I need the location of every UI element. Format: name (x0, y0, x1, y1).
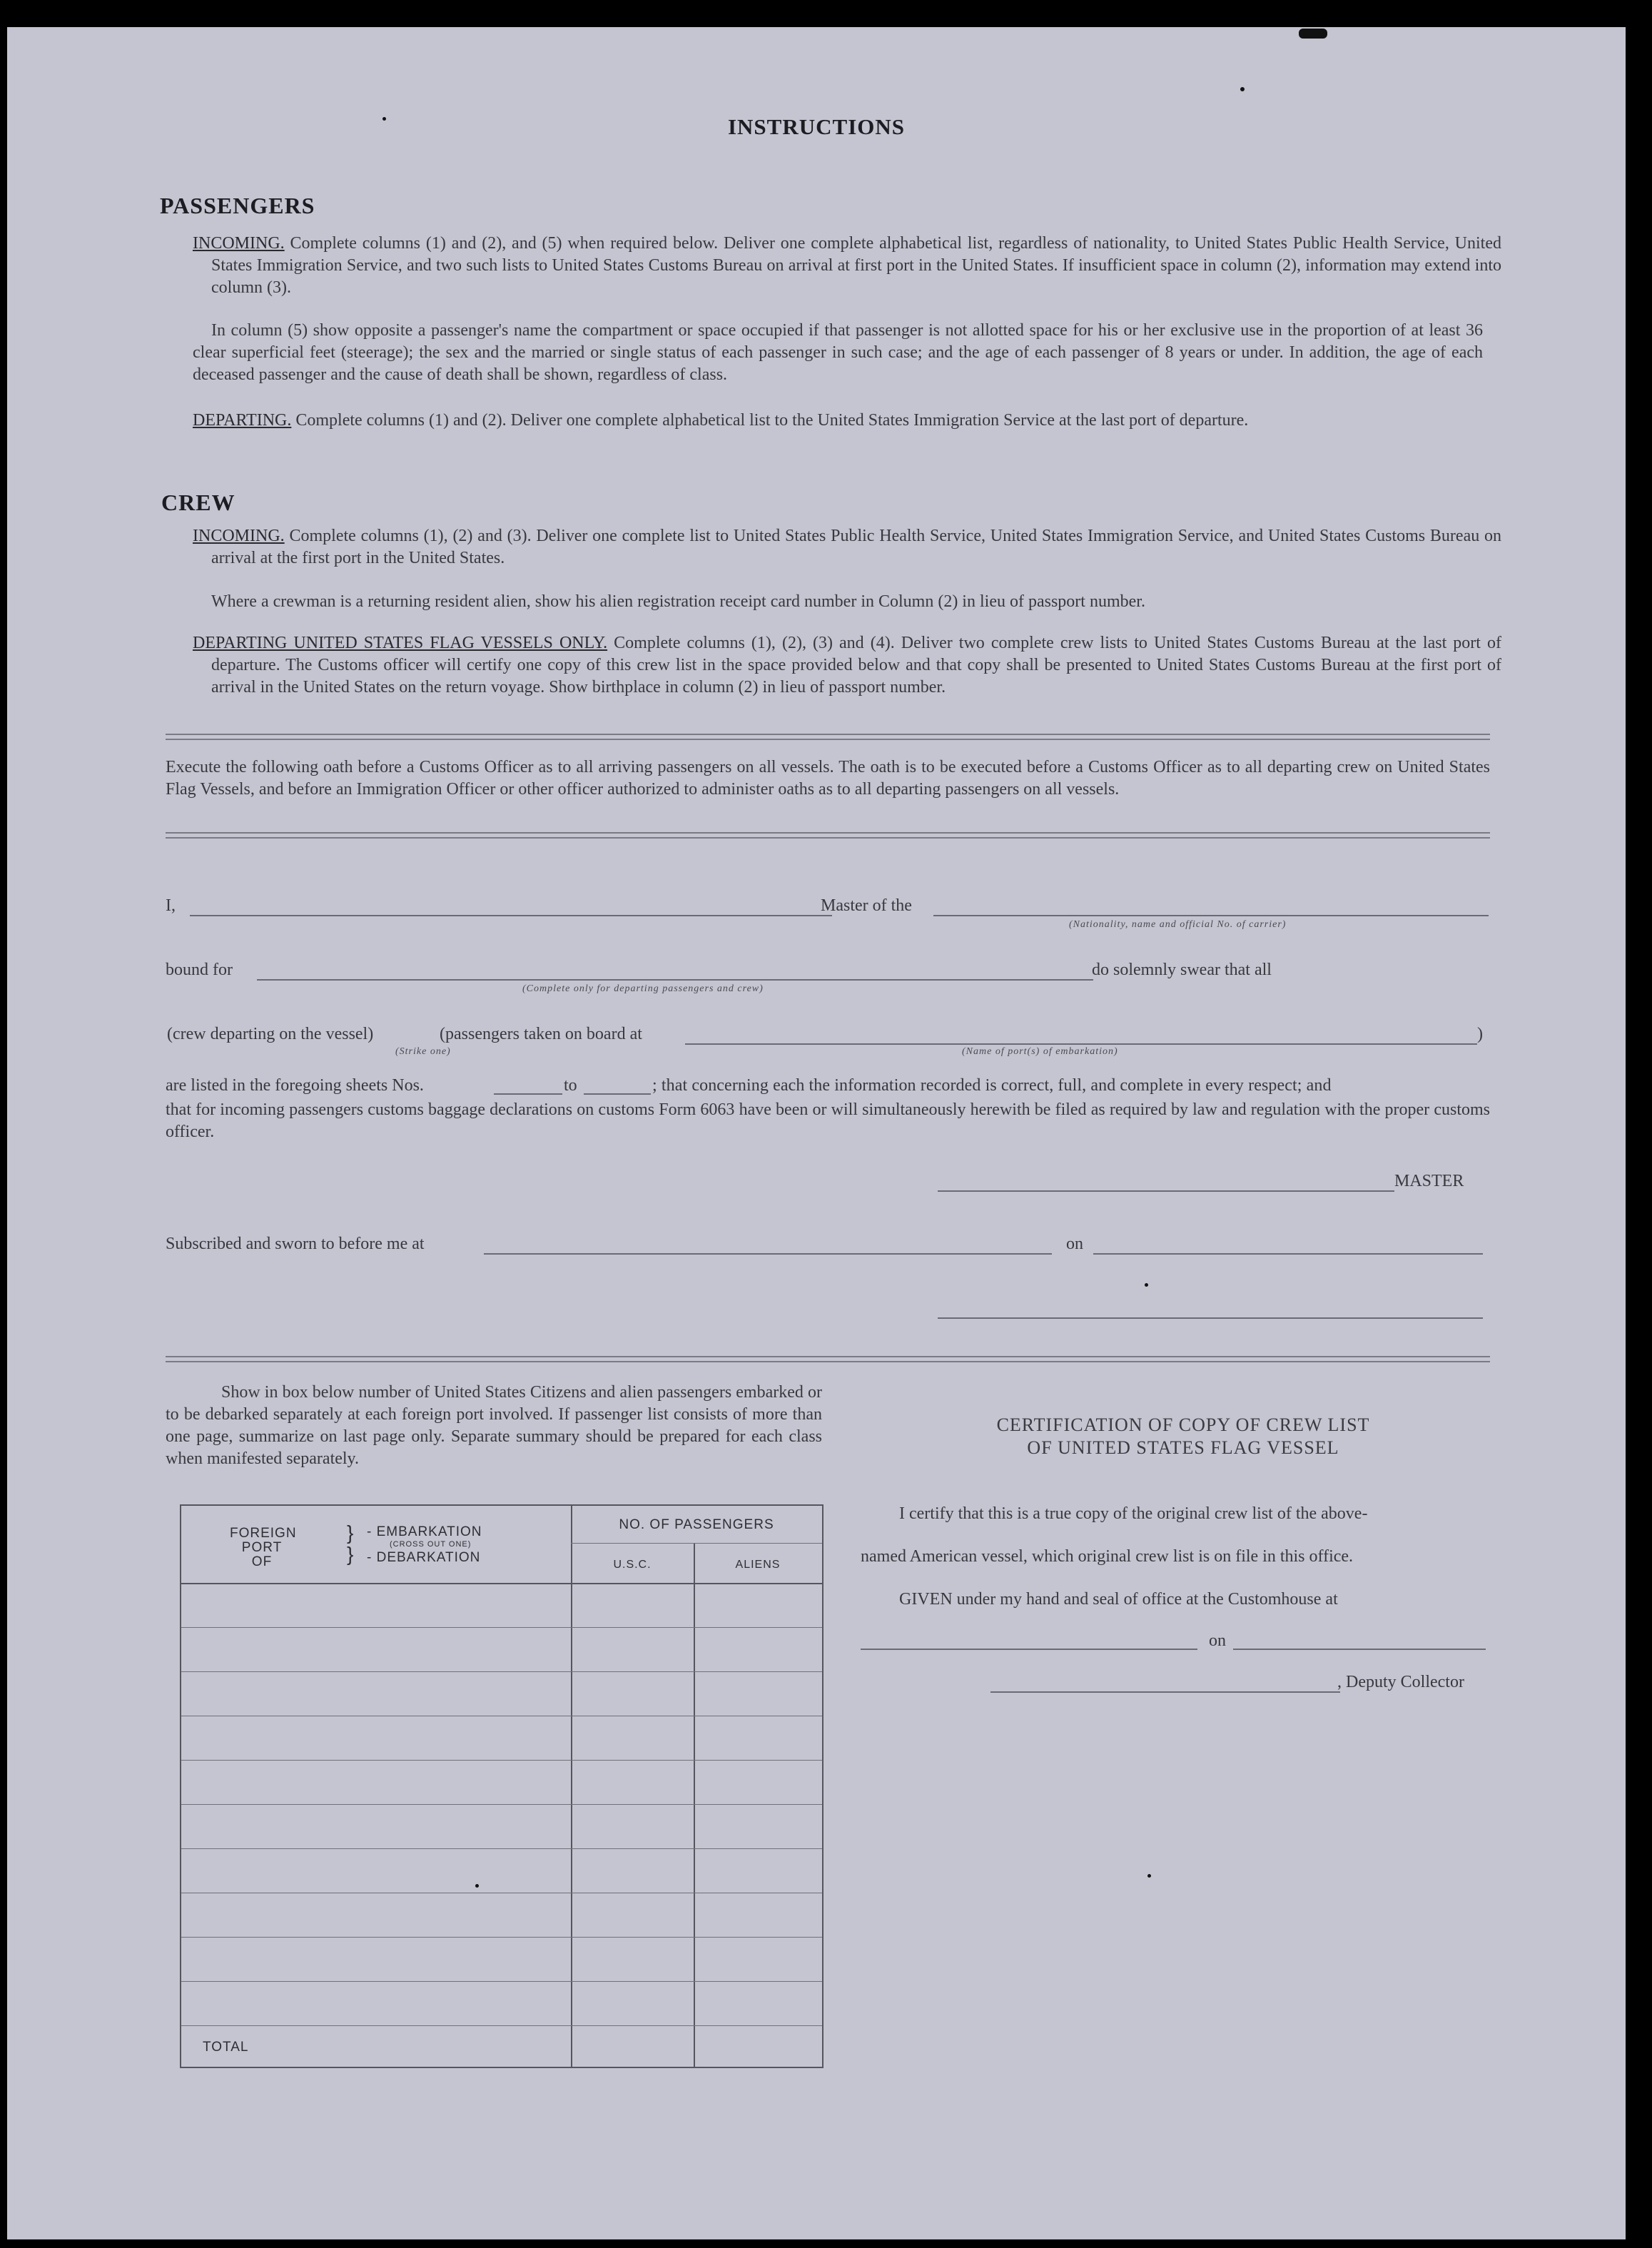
embarkation-option[interactable]: - EMBARKATION (367, 1524, 482, 1539)
brace-glyph: } (347, 1522, 355, 1544)
ports-hint: (Name of port(s) of embarkation) (962, 1046, 1118, 1057)
cross-out-hint: (CROSS OUT ONE) (390, 1540, 472, 1549)
oath-bound-for: bound for (166, 961, 233, 979)
oath-swear: do solemnly swear that all (1092, 961, 1272, 979)
table-row-line (181, 1804, 822, 1805)
total-label: TOTAL (203, 2040, 249, 2055)
oath-intro: Execute the following oath before a Customs Officer as to all arriving passengers on all vessels. The oath is to be executed before a Customs Officer as to all departing crew on United States Flag Vessels, and before an Immigration Officer or other officer authorized to administer oaths as to all departing passengers on all vessels. (166, 758, 1490, 799)
crew-incoming-lead: INCOMING. (193, 527, 285, 545)
aliens-header: ALIENS (735, 1559, 781, 1571)
sworn-place-field[interactable] (484, 1253, 1052, 1255)
passengers-column5-paragraph: In column (5) show opposite a passenger's name the compartment or space occupied if that passenger is not allotted space for his or her exclusive use in the proportion of at least 36 clear superficial feet (steerage); the sex and the married or single status of each passenger in such case; and the age of each passenger of 8 years or under. In addition, the age of each deceased passenger and the cause of death shall be shown, regardless of class. (193, 321, 1483, 384)
passengers-departing-text: Complete columns (1) and (2). Deliver one complete alphabetical list to the United States Immigration Service at the last port of departure. (295, 411, 1249, 430)
passengers-taken-option[interactable]: (passengers taken on board at (440, 1025, 642, 1043)
oath-i-label: I, (166, 896, 176, 915)
usc-header: U.S.C. (613, 1559, 652, 1571)
crew-incoming-text: Complete columns (1), (2) and (3). Deliver one complete list to United States Public Health Service, United States Immigration Service, and United States Customs Bureau on arrival at the first port in the United States. (211, 527, 1502, 567)
sheet-from-field[interactable] (494, 1093, 562, 1095)
table-row-line (181, 1937, 822, 1938)
divider-rule (166, 1356, 1490, 1362)
given-line: GIVEN under my hand and seal of office at the Customhouse at (899, 1590, 1338, 1609)
crew-departing-option[interactable]: (crew departing on the vessel) (167, 1025, 374, 1043)
table-row-line (181, 1627, 822, 1628)
cert-date-field[interactable] (1233, 1649, 1486, 1650)
oath-listed-a: are listed in the foregoing sheets Nos. (166, 1076, 424, 1095)
crew-departing-paragraph (193, 632, 1501, 699)
table-row-line (181, 1981, 822, 1982)
divider-rule (166, 832, 1490, 839)
speck-mark (382, 117, 386, 121)
subscribed-label: Subscribed and sworn to before me at (166, 1235, 425, 1253)
master-name-field[interactable] (190, 915, 832, 916)
foreign-label: FOREIGN (230, 1526, 297, 1541)
oath-listed-b: ; that concerning each the information recorded is correct, full, and complete in every respect; and (652, 1076, 1332, 1095)
deputy-collector-label: , Deputy Collector (1337, 1673, 1464, 1691)
strike-one-hint: (Strike one) (395, 1046, 451, 1057)
speck-mark (1145, 1283, 1148, 1287)
passengers-departing-lead: DEPARTING. (193, 411, 292, 430)
form-page (7, 27, 1626, 2239)
sworn-date-field[interactable] (1093, 1253, 1483, 1255)
customhouse-field[interactable] (861, 1649, 1197, 1650)
crew-incoming-paragraph (193, 525, 1501, 569)
crew-resident-paragraph: Where a crewman is a returning resident alien, show his alien registration receipt card number in Column (2) in lieu of passport number. (211, 592, 1145, 611)
debarkation-option[interactable]: - DEBARKATION (367, 1550, 481, 1565)
passengers-incoming-text: Complete columns (1) and (2), and (5) when required below. Deliver one complete alphabetical list, regardless of nationality, to United States Public Health Service, United States Immigration Service, and two such lists to United States Customs Bureau on arrival at first port in the United States. If insufficient space in column (2), information may extend into column (3). (211, 234, 1502, 297)
table-row-line (181, 2025, 822, 2026)
crew-heading: CREW (161, 490, 235, 515)
divider-rule (166, 734, 1490, 740)
column-divider (694, 1543, 695, 2067)
master-label: MASTER (1394, 1172, 1464, 1190)
passengers-heading: PASSENGERS (160, 193, 315, 218)
certify-line2: named American vessel, which original crew list is on file in this office. (861, 1547, 1354, 1566)
oath-listed-to: to (564, 1076, 577, 1095)
deputy-signature-field[interactable] (990, 1691, 1340, 1693)
bound-hint: (Complete only for departing passengers and crew) (522, 983, 764, 994)
destination-field[interactable] (257, 979, 1093, 981)
speck-mark (1240, 87, 1245, 91)
master-signature-field[interactable] (938, 1190, 1394, 1192)
officer-signature-field[interactable] (938, 1317, 1483, 1319)
speck-mark (1147, 1874, 1151, 1878)
carrier-hint: (Nationality, name and official No. of carrier) (1069, 919, 1287, 930)
embarkation-ports-field[interactable] (685, 1043, 1477, 1045)
edge-blemish (1299, 29, 1327, 39)
carrier-field[interactable] (933, 915, 1489, 916)
no-passengers-header: NO. OF PASSENGERS (619, 1517, 774, 1532)
passengers-incoming-paragraph (193, 233, 1501, 299)
of-label: OF (251, 1554, 273, 1569)
certification-title-line2: OF UNITED STATES FLAG VESSEL (1027, 1437, 1339, 1458)
certify-line1: I certify that this is a true copy of the original crew list of the above- (899, 1504, 1368, 1523)
summary-instructions: Show in box below number of United States Citizens and alien passengers embarked or to be debarked separately at each foreign port involved. If passenger list consists of more than one page, summarize on last page only. Separate summary should be prepared for each class when manifested separately. (166, 1383, 822, 1468)
certification-title-line1: CERTIFICATION OF COPY OF CREW LIST (996, 1414, 1370, 1435)
crew-departing-lead: DEPARTING UNITED STATES FLAG VESSELS ONLY. (193, 634, 608, 652)
passenger-summary-table (180, 1504, 824, 2068)
table-row-line (181, 1848, 822, 1849)
table-row-line (181, 1671, 822, 1672)
oath-master-of: Master of the (821, 896, 912, 915)
speck-mark (475, 1884, 479, 1888)
close-paren: ) (1477, 1025, 1483, 1043)
table-row-line (181, 1760, 822, 1761)
column-divider (571, 1506, 572, 2067)
instructions-title: INSTRUCTIONS (727, 114, 905, 139)
brace-glyph: } (347, 1543, 355, 1565)
cert-on-label: on (1209, 1631, 1226, 1650)
passengers-incoming-lead: INCOMING. (193, 234, 285, 253)
crew-departing-text: Complete columns (1), (2), (3) and (4). Deliver two complete crew lists to United States Customs Bureau at the last port of departure. The Customs officer will certify one copy of this crew list in the space provided below and that copy shall be presented to United States Customs Bureau at the first port of arrival in the United States on the return voyage. Show birthplace in column (2) in lieu of passport number. (211, 634, 1502, 697)
sheet-to-field[interactable] (584, 1093, 651, 1095)
passengers-departing-paragraph (193, 410, 1501, 432)
sworn-on-label: on (1066, 1235, 1083, 1253)
oath-listed-rest: that for incoming passengers customs baggage declarations on customs Form 6063 have been or will simultaneously herewith be filed as required by law and regulation with the proper customs officer. (166, 1100, 1490, 1141)
port-label: PORT (241, 1540, 283, 1555)
header-subdivider (571, 1543, 822, 1544)
